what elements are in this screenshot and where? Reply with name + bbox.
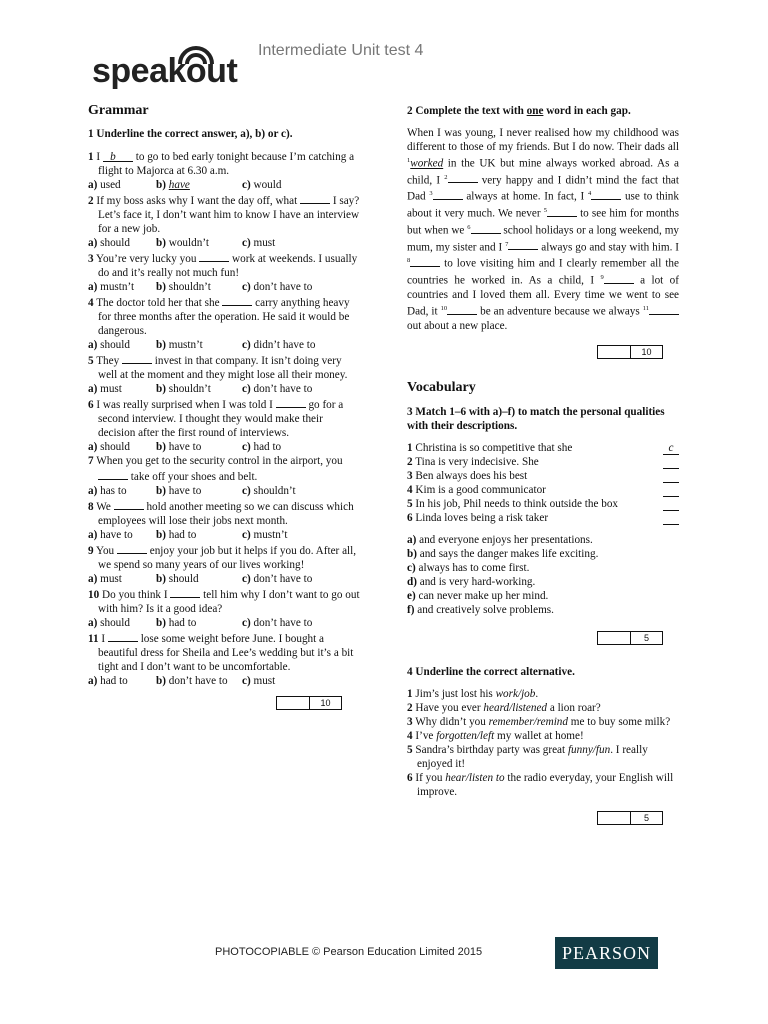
option-b[interactable] xyxy=(156,440,242,454)
option-letter: c) xyxy=(242,573,251,585)
match-item xyxy=(407,469,679,483)
option-text: must xyxy=(253,237,276,249)
question-text: go for a second interview. I thought they would make their decision after the first round of interviews. xyxy=(98,399,344,439)
option-letter: f) xyxy=(407,603,415,616)
question xyxy=(88,150,360,192)
option-letter: a) xyxy=(88,573,98,585)
question-text: The doctor told her that she xyxy=(96,297,223,309)
match-option xyxy=(407,603,679,617)
option-letter: b) xyxy=(156,339,166,351)
part3-score-box xyxy=(597,631,663,645)
option-letter: c) xyxy=(242,179,251,191)
option-letter: c) xyxy=(242,675,251,687)
alternative-item xyxy=(407,743,679,771)
option-letter: b) xyxy=(156,441,166,453)
item-number: 6 xyxy=(407,511,413,524)
option-text: and creatively solve problems. xyxy=(417,603,554,616)
right-column xyxy=(407,104,679,825)
item-text: a lion roar? xyxy=(547,701,601,714)
question-number: 1 xyxy=(88,151,94,163)
match-option xyxy=(407,589,679,603)
answer-options xyxy=(88,382,360,396)
item-text: In his job, Phil needs to think outside the box xyxy=(415,497,619,510)
match-item xyxy=(407,497,679,511)
alternative-item xyxy=(407,687,679,701)
option-b[interactable] xyxy=(156,338,242,352)
option-c[interactable] xyxy=(242,178,281,192)
option-c[interactable] xyxy=(242,484,296,498)
option-text: must xyxy=(100,383,122,395)
option-letter: c) xyxy=(242,339,251,351)
question-stem xyxy=(88,498,360,528)
match-option xyxy=(407,575,679,589)
score-blank[interactable] xyxy=(277,697,310,709)
gap-field[interactable] xyxy=(447,303,477,315)
option-letter: a) xyxy=(88,617,98,629)
answer-options xyxy=(88,572,360,586)
match-item-text xyxy=(407,483,637,497)
score-total: 5 xyxy=(643,632,649,643)
question-number: 6 xyxy=(88,399,94,411)
question xyxy=(88,192,360,250)
item-number: 2 xyxy=(407,455,413,468)
option-text: and says the danger makes life exciting. xyxy=(419,547,599,560)
score-total: 10 xyxy=(320,698,331,708)
score-blank[interactable] xyxy=(598,632,631,644)
logo-text: speakout xyxy=(92,52,238,90)
grammar-section xyxy=(88,104,360,710)
option-letter: b) xyxy=(156,237,166,249)
match-options xyxy=(407,533,679,617)
answer-gap[interactable] xyxy=(300,192,330,204)
option-text: and is very hard-working. xyxy=(419,575,536,588)
question xyxy=(88,542,360,586)
item-text: Ben always does his best xyxy=(415,469,528,482)
match-answer-field[interactable] xyxy=(663,512,679,525)
answer-options xyxy=(88,440,360,454)
match-option xyxy=(407,561,679,575)
question-text: I was really surprised when I was told I xyxy=(96,399,276,411)
option-a[interactable] xyxy=(88,440,156,454)
match-item xyxy=(407,441,679,455)
option-letter: b) xyxy=(156,383,166,395)
question-number: 8 xyxy=(88,501,94,513)
question-text: carry anything heavy for three months after the operation. He said it would be dangerous. xyxy=(98,297,350,337)
question-number: 5 xyxy=(88,355,94,367)
question-number: 10 xyxy=(88,589,100,601)
gap-field[interactable] xyxy=(410,255,440,267)
option-text: has to xyxy=(100,485,127,497)
question xyxy=(88,454,360,498)
alternative-choice[interactable]: funny/fun xyxy=(567,743,611,756)
item-number: 5 xyxy=(407,497,413,510)
option-c[interactable] xyxy=(242,236,275,250)
option-text: mustn’t xyxy=(100,281,135,293)
option-text: mustn’t xyxy=(253,529,288,541)
gap-field[interactable] xyxy=(604,272,634,284)
match-option xyxy=(407,533,679,547)
question-stem xyxy=(88,352,360,382)
option-text: had to xyxy=(168,529,197,541)
option-text: didn’t have to xyxy=(253,339,316,351)
option-letter: a) xyxy=(88,529,98,541)
instruction-emphasis: one xyxy=(526,105,544,117)
option-letter: c) xyxy=(242,485,251,497)
question-stem xyxy=(88,150,360,178)
question-number: 2 xyxy=(88,195,94,207)
vocabulary-heading: Vocabulary xyxy=(407,379,476,395)
question-text: Do you think I xyxy=(101,589,171,601)
question-text: invest in that company. It isn’t doing very well at the moment and they might lose all their money. xyxy=(98,355,348,381)
question-text: I say? Let’s face it, I don’t want him to know I have an interview for a new job. xyxy=(98,195,360,235)
alternative-item xyxy=(407,715,679,729)
item-text: . I really enjoyed it! xyxy=(417,743,648,770)
match-option xyxy=(407,547,679,561)
item-number: 3 xyxy=(407,469,413,482)
option-text: don’t have to xyxy=(253,281,313,293)
option-letter: a) xyxy=(407,533,417,546)
option-letter: b) xyxy=(156,529,166,541)
gap-field[interactable] xyxy=(649,303,679,315)
option-letter: a) xyxy=(88,237,98,249)
grammar-questions xyxy=(88,150,360,688)
option-a[interactable] xyxy=(88,338,156,352)
option-text: have to xyxy=(100,529,133,541)
option-letter: b) xyxy=(156,617,166,629)
option-text: don’t have to xyxy=(253,573,313,585)
option-text: have to xyxy=(168,441,202,453)
question-number: 3 xyxy=(88,253,94,265)
copyright-notice: PHOTOCOPIABLE © Pearson Education Limited 2015 xyxy=(215,946,483,958)
question xyxy=(88,630,360,688)
option-c[interactable] xyxy=(242,382,312,396)
question-text: enjoy your job but it helps if you do. After all, we spend so many years of our lives working! xyxy=(98,545,357,571)
question xyxy=(88,352,360,396)
part4-score-box xyxy=(597,811,663,825)
option-letter: c) xyxy=(242,383,251,395)
option-c[interactable] xyxy=(242,338,315,352)
option-text: should xyxy=(168,573,199,585)
example-answer: worked xyxy=(410,157,444,170)
item-text: . xyxy=(535,687,539,700)
item-text: the radio everyday, your English will improve. xyxy=(417,771,674,798)
question-text: tell him why I don’t want to go out with him? Is it a good idea? xyxy=(98,589,360,615)
match-item xyxy=(407,455,679,469)
item-text: Have you ever xyxy=(415,701,484,714)
option-text: shouldn’t xyxy=(253,485,296,497)
option-b[interactable] xyxy=(156,236,242,250)
match-item-text xyxy=(407,469,637,483)
option-b[interactable] xyxy=(156,382,242,396)
option-a[interactable] xyxy=(88,528,156,542)
option-text: should xyxy=(100,441,130,453)
question-text: I xyxy=(96,151,103,163)
answer-options xyxy=(88,528,360,542)
answer-gap[interactable] xyxy=(276,396,306,408)
question xyxy=(88,396,360,454)
match-answer-field[interactable] xyxy=(663,498,679,511)
answer-gap[interactable] xyxy=(98,468,128,480)
option-text: should xyxy=(100,237,130,249)
instruction-text: word in each gap. xyxy=(543,105,631,117)
alternative-item xyxy=(407,771,679,799)
item-text: Kim is a good communicator xyxy=(415,483,546,496)
option-letter: c) xyxy=(242,529,251,541)
option-text: can never make up her mind. xyxy=(418,589,549,602)
option-text: have to xyxy=(168,485,202,497)
question-stem xyxy=(88,294,360,338)
answer-gap[interactable]: b xyxy=(103,150,133,162)
option-text: and everyone enjoys her presentations. xyxy=(419,533,593,546)
option-a[interactable] xyxy=(88,236,156,250)
alternative-item xyxy=(407,729,679,743)
answer-options xyxy=(88,674,360,688)
question-number: 11 xyxy=(88,633,99,645)
question-stem xyxy=(88,454,360,484)
answer-options xyxy=(88,236,360,250)
question-text: They xyxy=(96,355,122,367)
item-text: Linda loves being a risk taker xyxy=(415,511,549,524)
alternative-choice[interactable]: heard/listened xyxy=(483,701,548,714)
item-text: me to buy some milk? xyxy=(567,715,671,728)
answer-gap[interactable] xyxy=(122,352,152,364)
gap-field[interactable] xyxy=(471,222,501,234)
question-text: You’re very lucky you xyxy=(95,253,200,265)
answer-options xyxy=(88,616,360,630)
alternative-items xyxy=(407,687,679,799)
option-letter: c) xyxy=(407,561,416,574)
option-c[interactable] xyxy=(242,572,312,586)
question-stem xyxy=(88,630,360,674)
option-text: always has to come first. xyxy=(418,561,530,574)
instruction-text: 2 Complete the text with xyxy=(407,105,527,117)
item-number: 3 xyxy=(407,715,413,728)
answer-options xyxy=(88,484,360,498)
question-text: take off your shoes and belt. xyxy=(128,471,258,483)
option-text: had to xyxy=(100,675,128,687)
score-blank[interactable] xyxy=(598,346,631,358)
option-a[interactable] xyxy=(88,674,156,688)
alternative-choice[interactable]: remember/remind xyxy=(488,715,568,728)
test-title: Intermediate Unit test 4 xyxy=(258,42,424,59)
option-c[interactable] xyxy=(242,616,312,630)
option-text: don’t have to xyxy=(168,675,228,687)
answer-gap[interactable] xyxy=(199,250,229,262)
part3-instruction: 3 Match 1–6 with a)–f) to match the personal qualities with their descriptions. xyxy=(407,405,665,432)
option-c[interactable] xyxy=(242,440,281,454)
gap-field[interactable] xyxy=(433,188,463,200)
item-number: 6 xyxy=(407,771,413,784)
option-text: mustn’t xyxy=(168,339,203,351)
item-text: Christina is so competitive that she xyxy=(415,441,573,454)
option-letter: e) xyxy=(407,589,416,602)
option-text: have xyxy=(168,179,190,191)
score-total: 10 xyxy=(641,346,652,357)
match-item-text xyxy=(407,455,637,469)
option-b[interactable] xyxy=(156,280,242,294)
question-text: When you get to the security control in the airport, you xyxy=(96,455,343,467)
match-item xyxy=(407,483,679,497)
item-text: Tina is very indecisive. She xyxy=(415,455,539,468)
option-text: would xyxy=(253,179,282,191)
option-a[interactable] xyxy=(88,382,156,396)
option-text: don’t have to xyxy=(253,617,313,629)
option-text: had to xyxy=(253,441,282,453)
question-text: If my boss asks why I want the day off, what xyxy=(96,195,301,207)
option-c[interactable] xyxy=(242,674,275,688)
option-letter: b) xyxy=(156,281,166,293)
option-letter: a) xyxy=(88,675,98,687)
item-text: Why didn’t you xyxy=(415,715,489,728)
match-item-text xyxy=(407,441,637,455)
option-text: must xyxy=(253,675,276,687)
question-stem xyxy=(88,250,360,280)
option-text: shouldn’t xyxy=(168,281,211,293)
gap-field[interactable] xyxy=(547,205,577,217)
question xyxy=(88,498,360,542)
part2-instruction xyxy=(407,104,679,118)
item-number: 2 xyxy=(407,701,413,714)
alternative-choice[interactable]: hear/listen to xyxy=(445,771,505,784)
score-blank[interactable] xyxy=(598,812,631,824)
question-text: lose some weight before June. I bought a beautiful dress for Sheila and Lee’s wedding but it’s a bit tight and I don’t want to be uncomfortable. xyxy=(98,633,354,673)
option-text: must xyxy=(100,573,122,585)
gap-field[interactable] xyxy=(448,171,478,183)
option-letter: b) xyxy=(156,573,166,585)
option-text: should xyxy=(100,339,130,351)
alternative-item xyxy=(407,701,679,715)
item-text: Sandra’s birthday party was great xyxy=(415,743,568,756)
score-total: 5 xyxy=(643,812,649,823)
pearson-logo: PEARSON xyxy=(555,937,658,969)
item-number: 1 xyxy=(407,687,413,700)
option-letter: d) xyxy=(407,575,417,588)
gap-fill-text: When I was young, I never realised how my childhood was different to those of my friends. But I do now. Their dads all $^1$worked in the UK but mine always worked abroad. As a child, I $^2$ very happy and I didn’t mind the fact that Dad $^3$ always at home. In fact, I $^4$ use to think about it very much. We never $^5$ to see him for months but when we $^6$ school holidays or a long weekend, my mum, my sister and I $^7$ always go and stay with him. I $^8$ to love visiting him and I clearly remember all the countries he worked in. As a child, I $^9$ a lot of countries and I loved them all. Every time we went to see Dad, it $^{10}$ be an adventure because we always $^{11}$ out about a new place. xyxy=(407,127,679,332)
question-text: hold another meeting so we can discuss which employees will lose their jobs next month. xyxy=(98,501,354,527)
speakout-logo xyxy=(92,44,262,94)
match-answer-field[interactable] xyxy=(663,456,679,469)
part1-score-box xyxy=(276,696,342,710)
option-letter: c) xyxy=(242,441,251,453)
question xyxy=(88,294,360,352)
question-number: 4 xyxy=(88,297,94,309)
question-stem xyxy=(88,192,360,236)
question xyxy=(88,250,360,294)
option-text: don’t have to xyxy=(253,383,313,395)
option-letter: a) xyxy=(88,441,98,453)
item-text: my wallet at home! xyxy=(494,729,584,742)
item-text: Jim’s just lost his xyxy=(415,687,496,700)
alternative-choice[interactable]: work/job xyxy=(495,687,536,700)
question xyxy=(88,586,360,630)
match-answer-field[interactable] xyxy=(663,484,679,497)
option-b[interactable] xyxy=(156,484,242,498)
option-a[interactable] xyxy=(88,572,156,586)
alternative-choice[interactable]: forgotten/left xyxy=(436,729,495,742)
option-b[interactable] xyxy=(156,616,242,630)
option-b[interactable] xyxy=(156,572,242,586)
match-items xyxy=(407,441,679,525)
match-item-text xyxy=(407,497,637,511)
question-text: work at weekends. I usually do and it’s really not much fun! xyxy=(98,253,358,279)
item-number: 1 xyxy=(407,441,413,454)
option-text: should xyxy=(100,617,130,629)
answer-gap[interactable] xyxy=(170,586,200,598)
match-answer-field[interactable] xyxy=(663,470,679,483)
option-letter: a) xyxy=(88,339,98,351)
question-text: I xyxy=(101,633,108,645)
part2-score-box xyxy=(597,345,663,359)
question-text: You xyxy=(95,545,117,557)
answer-options xyxy=(88,280,360,294)
option-text: had to xyxy=(168,617,197,629)
answer-gap[interactable] xyxy=(117,542,147,554)
item-number: 4 xyxy=(407,483,413,496)
answer-gap[interactable] xyxy=(222,294,252,306)
option-letter: b) xyxy=(156,675,166,687)
option-letter: b) xyxy=(156,485,166,497)
question-number: 7 xyxy=(88,455,94,467)
answer-options xyxy=(88,338,360,352)
option-letter: c) xyxy=(242,281,251,293)
option-text: shouldn’t xyxy=(168,383,211,395)
item-text: I’ve xyxy=(415,729,437,742)
option-a[interactable] xyxy=(88,178,156,192)
option-c[interactable] xyxy=(242,280,312,294)
question-stem xyxy=(88,396,360,440)
option-b[interactable] xyxy=(156,178,242,192)
option-a[interactable] xyxy=(88,616,156,630)
option-b[interactable] xyxy=(156,528,242,542)
answer-gap[interactable] xyxy=(108,630,138,642)
match-item xyxy=(407,511,679,525)
option-letter: a) xyxy=(88,281,98,293)
gap-field[interactable] xyxy=(591,188,621,200)
option-letter: a) xyxy=(88,485,98,497)
question-text: We xyxy=(96,501,114,513)
match-item-text xyxy=(407,511,637,525)
option-text: used xyxy=(100,179,121,191)
option-letter: b) xyxy=(407,547,417,560)
item-text: If you xyxy=(415,771,446,784)
option-letter: a) xyxy=(88,383,98,395)
option-letter: a) xyxy=(88,179,98,191)
question-text: to go to bed early tonight because I’m catching a flight to Majorca at 6.30 a.m. xyxy=(98,151,355,177)
gap-field[interactable] xyxy=(508,238,538,250)
option-letter: c) xyxy=(242,237,251,249)
option-letter: c) xyxy=(242,617,251,629)
option-b[interactable] xyxy=(156,674,242,688)
option-c[interactable] xyxy=(242,528,287,542)
grammar-heading: Grammar xyxy=(88,103,149,118)
option-letter: b) xyxy=(156,179,166,191)
option-a[interactable] xyxy=(88,484,156,498)
question-stem xyxy=(88,542,360,572)
question-number: 9 xyxy=(88,545,94,557)
part1-instruction: 1 Underline the correct answer, a), b) or c). xyxy=(88,128,293,140)
match-answer-field[interactable]: c xyxy=(663,442,679,455)
answer-gap[interactable] xyxy=(114,498,144,510)
question-stem xyxy=(88,586,360,616)
answer-options xyxy=(88,178,360,192)
item-number: 5 xyxy=(407,743,413,756)
option-a[interactable] xyxy=(88,280,156,294)
item-number: 4 xyxy=(407,729,413,742)
part4-instruction: 4 Underline the correct alternative. xyxy=(407,665,575,678)
option-text: wouldn’t xyxy=(168,237,209,249)
